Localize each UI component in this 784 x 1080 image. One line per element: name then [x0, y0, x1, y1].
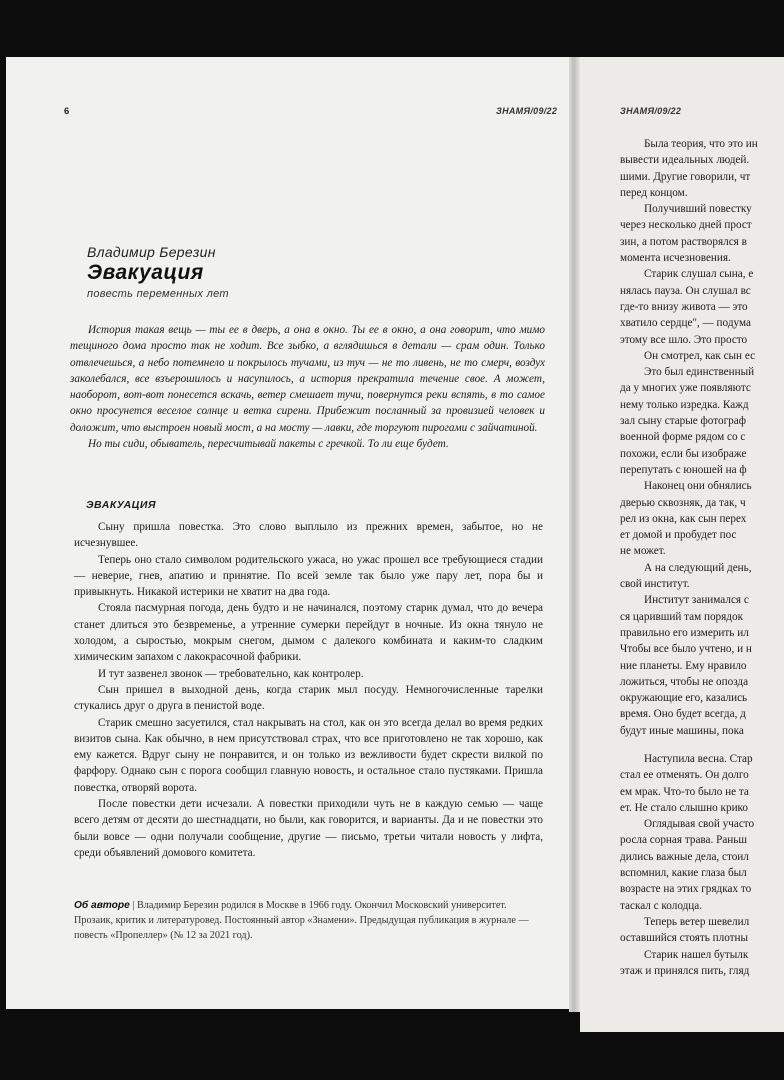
- epigraph-paragraph: История такая вещь — ты ее в дверь, а она в окно. Ты ее в окно, а она говорит, что мимо тещиного дома просто так не ходит. Все зыбко, а вглядишься в детали — срам один. Только отвлечешься, а небо потемнело и покрылось тучами, из туч — не то ливень, не то смерч, воздух заколебался, все взъерошилось и насупилось, а история прекратила течение свое. А может, наоборот, вот-вот понесется вскачь, ветер смешает тучи, повернутся реки вспять, в то самое окно просунется веселое солнце и ветка сирени. Прибежит посланный за провизией человек и доложит, что выстроен новый мост, а на мосту — лавки, где торгуют пирогами с зайчатиной.: [70, 324, 545, 434]
- epigraph-paragraph: Но ты сиди, обыватель, пересчитывай пакеты с гречкой. То ли еще будет.: [88, 438, 449, 451]
- right-page-line: рел из окна, как сын перех: [620, 512, 747, 525]
- right-page-line: окружающие его, казались: [620, 692, 748, 705]
- article-author: Владимир Березин: [87, 244, 216, 260]
- right-page-line: где-то внизу живота — это: [620, 300, 748, 313]
- right-page-line: ложиться, чтобы не опозда: [620, 675, 749, 688]
- right-page-line: время. Оно будет всегда, д: [620, 708, 746, 721]
- right-page-line: не может.: [620, 545, 666, 558]
- right-page-line: росла сорная трава. Раньш: [620, 834, 747, 847]
- body-paragraph: Сыну пришла повестка. Это слово выплыло из прежних времен, забытое, но не исчезнувшее.: [74, 521, 543, 550]
- body-paragraph: Старик смешно засуетился, стал накрывать на стол, как он это всегда делал во время редких визитов сына. Как обычно, в нем присутствовал страх, что все приготовлено не так хорошо, как ему кажется. Вдруг сыну не понравится, и он только из вежливости будет скрести вилкой по фарфору. Однако сын с порога сообщил главную новость, и остальное стало пустяками. Пришла повестка, отворяй ворота.: [74, 716, 543, 794]
- epigraph: [70, 322, 545, 452]
- right-page-line: оставшийся стоять плотны: [620, 932, 749, 945]
- right-page-line: [620, 739, 784, 751]
- right-page-line: Чтобы все было учтено, и н: [620, 643, 752, 656]
- right-page-line: ся царивший там порядок: [620, 610, 744, 623]
- right-page-line: свой институт.: [620, 578, 690, 591]
- right-page-line: Он смотрел, как сын ес: [644, 349, 756, 362]
- page-number: 6: [64, 106, 70, 117]
- right-page-line: перепутать с юношей на ф: [620, 463, 747, 476]
- right-page-line: хватило сердце", — подума: [620, 317, 751, 330]
- book-gutter: [569, 57, 580, 1012]
- right-page-line: ет. Не стало слышно крико: [620, 801, 749, 814]
- body-paragraph: И тут зазвенел звонок — требовательно, как контролер.: [98, 667, 364, 680]
- right-page-line: Получивший повестку: [644, 203, 752, 216]
- right-page-line: вывести идеальных людей.: [620, 154, 750, 167]
- right-page-line: ние планеты. Ему нравило: [620, 659, 747, 672]
- right-page-line: да у многих уже появляютс: [620, 382, 751, 395]
- right-page-line: правильно его измерить ил: [620, 626, 749, 639]
- right-page-line: зин, а потом растворялся в: [620, 235, 747, 248]
- body-paragraph: Сын пришел в выходной день, когда старик мыл посуду. Немногочисленные тарелки стукались друг о друга в пенистой воде.: [74, 683, 543, 713]
- right-page-line: Наконец они обнялись: [644, 480, 752, 493]
- right-page-line: Была теория, что это ин: [644, 138, 758, 150]
- about-author-text: Владимир Березин родился в Москве в 1966 году. Окончил Московский университет. Прозаик, критик и литературовед. Постоянный автор «Знамени». Предыдущая публикация в журнале — повесть «Пропеллер» (№ 12 за 2021 год).: [74, 900, 529, 942]
- right-page-line: военной форме рядом со с: [620, 431, 746, 444]
- right-page-line: Наступила весна. Стар: [644, 752, 753, 765]
- right-page-line: вспомнил, какие глаза был: [620, 867, 747, 880]
- right-page-column: [620, 136, 784, 979]
- right-page-line: возрасте на этих грядках то: [620, 883, 752, 896]
- right-page-line: Институт занимался с: [644, 594, 749, 607]
- right-page-line: зал сыну старые фотограф: [620, 415, 746, 428]
- right-page-line: Теперь ветер шевелил: [644, 915, 750, 928]
- right-page-line: Это был единственный: [644, 366, 755, 379]
- article-body: [74, 519, 543, 861]
- right-page-line: шими. Другие говорили, чт: [620, 170, 751, 183]
- right-page-line: дились важные дела, стоил: [620, 850, 749, 863]
- right-page-line: момента исчезновения.: [620, 252, 731, 265]
- right-page-line: Оглядывая свой участо: [644, 818, 755, 831]
- right-page-line: таскал с колодца.: [620, 899, 703, 912]
- running-header-right: ЗНАМЯ/09/22: [620, 106, 682, 116]
- right-page-line: этаж и принялся пить, гляд: [620, 964, 750, 977]
- running-header-left: ЗНАМЯ/09/22: [496, 106, 558, 116]
- right-page-line: ем мрак. Что-то было не та: [620, 785, 749, 798]
- right-page-line: через несколько дней прост: [620, 219, 752, 232]
- article-subtitle: повесть переменных лет: [87, 288, 229, 300]
- right-page-line: нему только изредка. Кажд: [620, 398, 749, 411]
- right-page-line: А на следующий день,: [644, 561, 752, 574]
- body-paragraph: Стояла пасмурная погода, день будто и не начинался, поэтому старик думал, что до вечера станет длиться это безвременье, а утренние сумерки перейдут в ночные. Из окна тянуло не холодом, а сыростью, мокрым снегом, дымом с далекого комбината и каким-то сладким химическим запахом с лакокрасочной фабрики.: [74, 602, 543, 664]
- right-page-line: нялась пауза. Он слушал вс: [620, 284, 751, 297]
- right-page-line: Старик нашел бутылк: [644, 948, 749, 961]
- right-page-line: этому все шло. Это просто: [620, 333, 748, 346]
- right-page-line: дверью сквозняк, да так, ч: [620, 496, 746, 509]
- article-title: Эвакуация: [87, 261, 204, 284]
- section-heading: ЭВАКУАЦИЯ: [86, 499, 157, 511]
- body-paragraph: После повестки дети исчезали. А повестки приходили чуть не в каждую семью — чаще всего детям от десяти до шестнадцати, но были, как говорится, и варианты. Да и не повестки это были вовсе — одни получали сообщение, другие — письмо, третьи читали новость у лифта, среди объявлений домового комитета.: [74, 798, 543, 859]
- body-paragraph: Теперь оно стало символом родительского ужаса, но ужас прошел все требующиеся стадии — неверие, гнев, апатию и принятие. По всей земле так было уже пару лет, пора бы и привыкнуть. Никакой истерики не хватит на два года.: [74, 553, 543, 599]
- right-page-line: похожи, если бы изображе: [620, 447, 747, 460]
- right-page-line: стал ее отменять. Он долго: [620, 769, 749, 782]
- right-page-line: Старик слушал сына, е: [644, 268, 754, 281]
- right-page-line: перед концом.: [620, 186, 688, 199]
- right-page-line: будут иные машины, пока: [620, 724, 744, 737]
- right-page-line: ет домой и пробудет пос: [620, 529, 737, 542]
- about-author: Об авторе | Владимир Березин родился в Москве в 1966 году. Окончил Московский университет. Прозаик, критик и литературовед. Постоянный автор «Знамени». Предыдущая публикация в журнале — повесть «Пропеллер» (№ 12 за 2021 год).: [74, 900, 529, 942]
- about-author-label: Об авторе: [74, 900, 130, 911]
